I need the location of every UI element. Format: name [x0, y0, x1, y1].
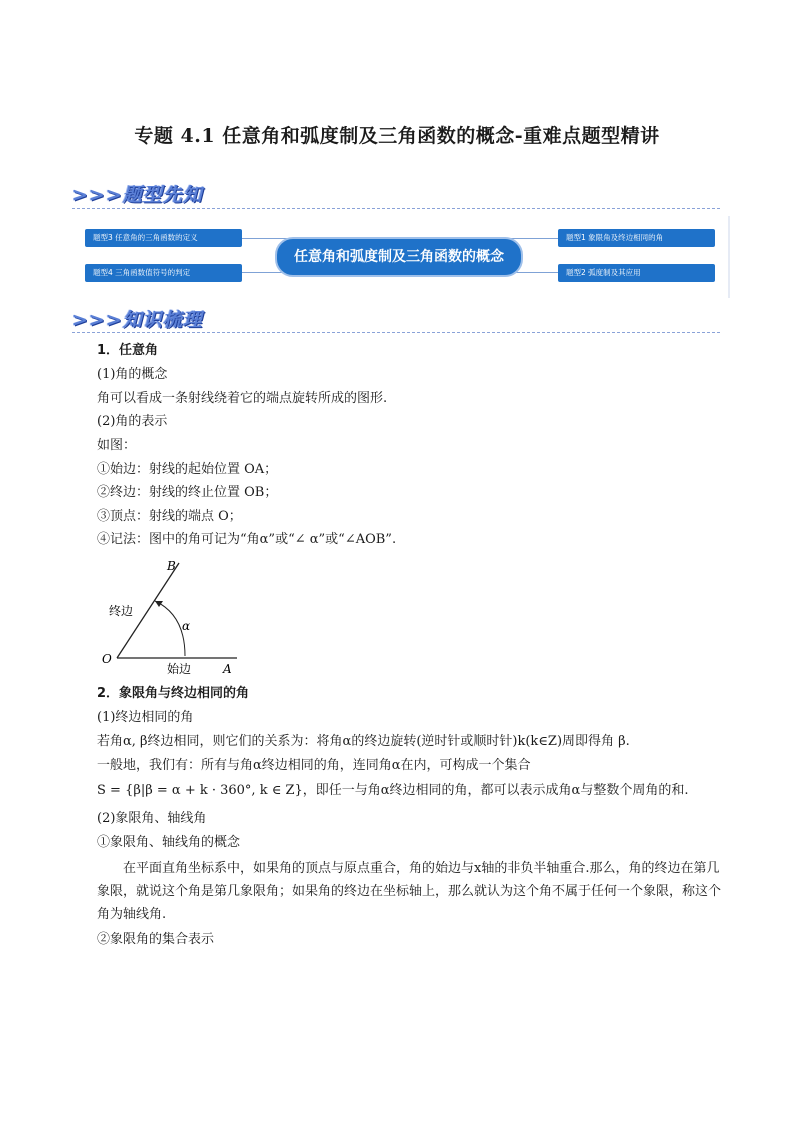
- label-initial-side: 始边: [167, 662, 192, 676]
- text-line: 一般地，我们有：所有与角α终边相同的角，连同角α在内，可构成一个集合: [97, 758, 531, 773]
- mindmap-item-type2: 题型2 弧度制及其应用: [558, 264, 715, 282]
- connector: [242, 238, 288, 239]
- section-heading-2: 2．象限角与终边相同的角: [97, 686, 250, 701]
- list-item: ①始边：射线的起始位置 OA；: [97, 462, 278, 477]
- banner-text: >>>题型先知: [72, 184, 203, 206]
- set-formula-line: S = {β|β = α + k · 360°, k ∈ Z}，即任一与角α终边相同的角，都可以表示成角α与整数个周角的和.: [97, 783, 689, 798]
- mindmap-center: 任意角和弧度制及三角函数的概念: [275, 237, 523, 277]
- subheading: ②象限角的集合表示: [97, 932, 215, 947]
- subheading: (2)象限角、轴线角: [97, 811, 207, 826]
- label-terminal-side: 终边: [109, 604, 134, 618]
- text-line: 若角α, β终边相同，则它们的关系为：将角α的终边旋转(逆时针或顺时针)k(k∈Z)周即得角 β.: [97, 734, 630, 749]
- text-line: 如图：: [97, 438, 137, 453]
- angle-arc: [155, 601, 185, 656]
- label-A: A: [223, 662, 232, 676]
- arc-arrowhead-icon: [155, 601, 163, 607]
- mindmap-item-type4: 题型4 三角函数值符号的判定: [85, 264, 242, 282]
- paragraph: 在平面直角坐标系中，如果角的顶点与原点重合，角的始边与x轴的非负半轴重合.那么，角的终边在第几象限，就说这个角是第几象限角；如果角的终边在坐标轴上，那么就认为这个角不属于任何一个象限，称这个角为轴线角.: [97, 861, 722, 922]
- list-item: ③顶点：射线的端点 O；: [97, 509, 242, 524]
- divider: [72, 332, 720, 333]
- section-banner-knowledge: [72, 305, 203, 331]
- section-banner-overview: [72, 180, 203, 206]
- label-B: B: [167, 559, 176, 573]
- mindmap: [72, 216, 730, 298]
- list-item: ④记法：图中的角可记为“角α”或“∠ α”或“∠AOB”.: [97, 532, 397, 547]
- subheading: (1)角的概念: [97, 367, 168, 382]
- label-O: O: [102, 652, 112, 666]
- list-item: ②终边：射线的终止位置 OB；: [97, 485, 278, 500]
- subheading: ①象限角、轴线角的概念: [97, 835, 241, 850]
- angle-diagram: [97, 557, 247, 677]
- divider: [72, 208, 720, 209]
- mindmap-item-type1: 题型1 象限角及终边相同的角: [558, 229, 715, 247]
- page-title: 专题 4.1 任意角和弧度制及三角函数的概念-重难点题型精讲: [134, 125, 660, 147]
- banner-text: >>>知识梳理: [72, 309, 203, 331]
- subheading: (2)角的表示: [97, 414, 168, 429]
- section-heading-1: 1．任意角: [97, 343, 159, 358]
- subheading: (1)终边相同的角: [97, 710, 194, 725]
- label-alpha: α: [182, 619, 191, 633]
- text-line: 角可以看成一条射线绕着它的端点旋转所成的图形.: [97, 391, 388, 406]
- mindmap-item-type3: 题型3 任意角的三角函数的定义: [85, 229, 242, 247]
